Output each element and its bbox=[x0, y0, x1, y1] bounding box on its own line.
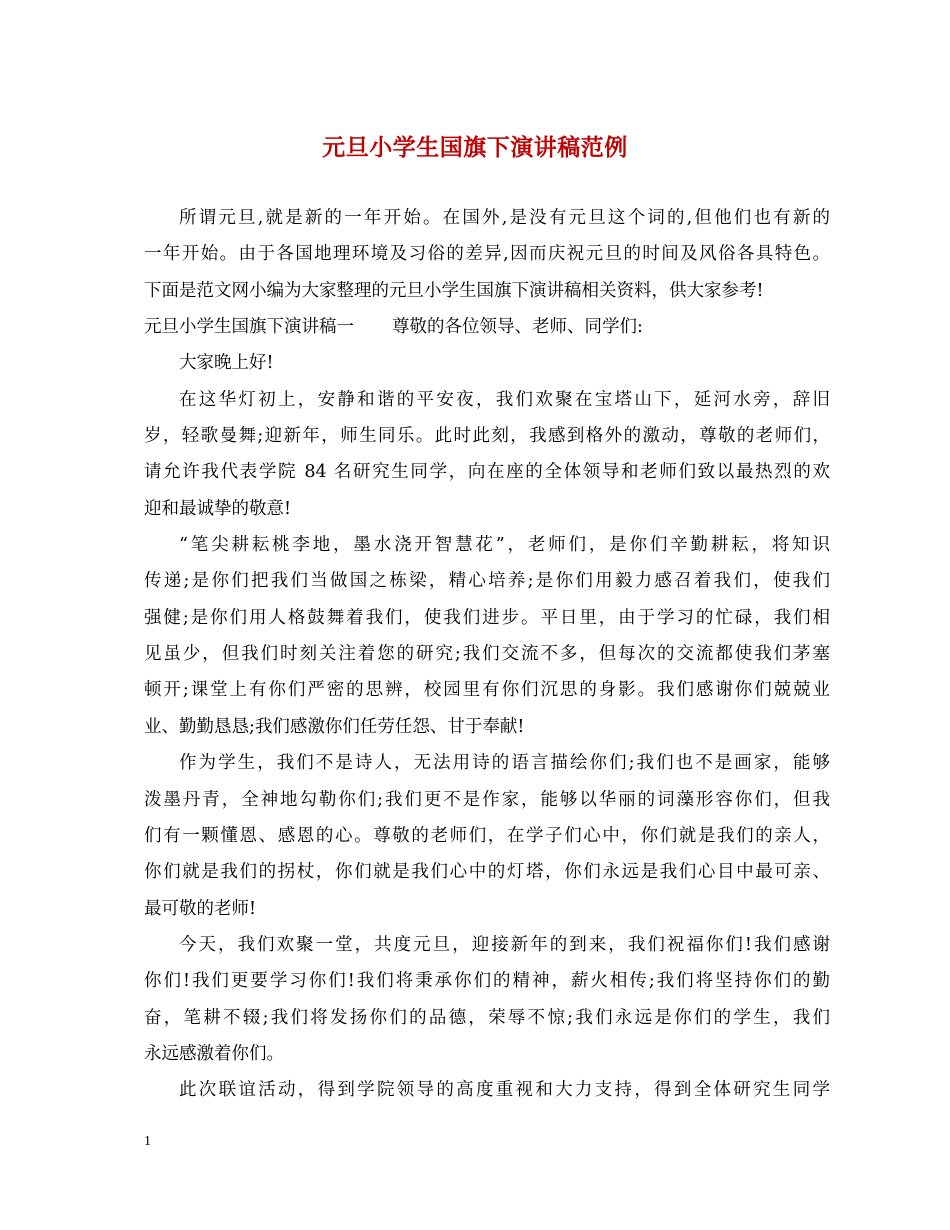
paragraph-line: 所谓元旦,就是新的一年开始。在国外,是没有元旦这个词的,但他们也有新的 bbox=[179, 208, 830, 228]
section-heading: 元旦小学生国旗下演讲稿一 bbox=[144, 317, 354, 338]
page-number: 1 bbox=[144, 1134, 151, 1149]
paragraph-line: 们有一颗懂恩、感恩的心。尊敬的老师们，在学子们心中，你们就是我们的亲人， bbox=[144, 825, 830, 846]
paragraph-line: 见虽少，但我们时刻关注着您的研究;我们交流不多，但每次的交流都使我们茅塞 bbox=[144, 644, 830, 665]
paragraph-line: 永远感激着你们。 bbox=[144, 1043, 284, 1064]
paragraph-line bbox=[144, 309, 830, 345]
paragraph-line: 一年开始。由于各国地理环境及习俗的差异,因而庆祝元旦的时间及风俗各具特色。 bbox=[144, 244, 830, 265]
paragraph-line: 你们就是我们的拐杖，你们就是我们心中的灯塔，你们永远是我们心目中最可亲、 bbox=[144, 862, 830, 883]
document-title: 元旦小学生国旗下演讲稿范例 bbox=[322, 134, 628, 161]
document-body bbox=[144, 200, 830, 1109]
paragraph-line: 作为学生，我们不是诗人，无法用诗的语言描绘你们;我们也不是画家，能够 bbox=[179, 753, 830, 774]
paragraph-line: 泼墨丹青，全神地勾勒你们;我们更不是作家，能够以华丽的词藻形容你们，但我 bbox=[144, 789, 830, 810]
paragraph-line: 今天，我们欢聚一堂，共度元旦，迎接新年的到来，我们祝福你们!我们感谢 bbox=[179, 934, 830, 955]
paragraph-line: 岁，轻歌曼舞;迎新年，师生同乐。此时此刻，我感到格外的激动，尊敬的老师们， bbox=[144, 426, 830, 447]
paragraph-line: 强健;是你们用人格鼓舞着我们，使我们进步。平日里，由于学习的忙碌，我们相 bbox=[144, 607, 830, 628]
paragraph-line: 奋，笔耕不辍;我们将发扬你们的品德，荣辱不惊;我们永远是你们的学生，我们 bbox=[144, 1007, 830, 1028]
paragraph-line: 在这华灯初上，安静和谐的平安夜，我们欢聚在宝塔山下，延河水旁，辞旧 bbox=[179, 389, 830, 410]
paragraph-line: 业、勤勤恳恳;我们感激你们任劳任怨、甘于奉献! bbox=[144, 716, 525, 737]
paragraph-line: 顿开;课堂上有你们严密的思辨，校园里有你们沉思的身影。我们感谢你们兢兢业 bbox=[144, 680, 830, 701]
paragraph-line: 大家晚上好! bbox=[179, 353, 274, 374]
paragraph-line: 请允许我代表学院 84 名研究生同学，向在座的全体领导和老师们致以最热烈的欢 bbox=[144, 462, 830, 483]
paragraph-line: 最可敬的老师! bbox=[144, 898, 257, 919]
paragraph-line: 你们!我们更要学习你们!我们将秉承你们的精神，薪火相传;我们将坚持你们的勤 bbox=[144, 971, 830, 992]
paragraph-line: “笔尖耕耘桃李地，墨水浇开智慧花”，老师们，是你们辛勤耕耘，将知识 bbox=[179, 535, 830, 556]
salutation: 尊敬的各位领导、老师、同学们: bbox=[392, 317, 643, 338]
paragraph-line: 此次联谊活动，得到学院领导的高度重视和大力支持，得到全体研究生同学 bbox=[179, 1080, 830, 1101]
paragraph-line: 迎和最诚挚的敬意! bbox=[144, 498, 292, 519]
paragraph-line: 传递;是你们把我们当做国之栋梁，精心培养;是你们用毅力感召着我们，使我们 bbox=[144, 571, 830, 592]
paragraph-line: 下面是范文网小编为大家整理的元旦小学生国旗下演讲稿相关资料，供大家参考! bbox=[144, 280, 764, 301]
